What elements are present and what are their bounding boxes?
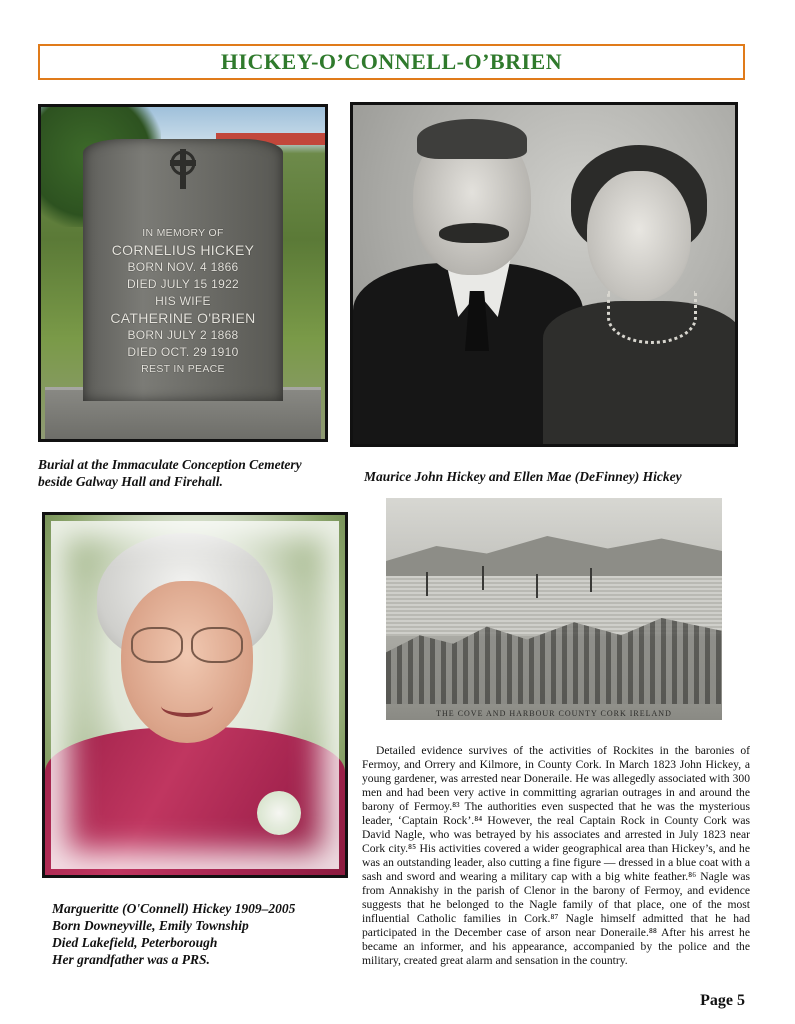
hills bbox=[386, 526, 722, 576]
ship-mast bbox=[590, 568, 592, 592]
page-title-box bbox=[38, 44, 745, 80]
gravestone bbox=[83, 139, 283, 401]
ship-mast bbox=[536, 574, 538, 598]
inscription-line: DIED OCT. 29 1910 bbox=[127, 345, 239, 359]
necklace bbox=[607, 291, 697, 344]
ship-mast bbox=[482, 566, 484, 590]
couple-portrait-photo bbox=[350, 102, 738, 447]
inscription-line: BORN JULY 2 1868 bbox=[127, 328, 239, 342]
caption-line: Died Lakefield, Peterborough bbox=[52, 935, 218, 950]
inscription-line: CATHERINE O'BRIEN bbox=[110, 310, 256, 326]
inscription-line: CORNELIUS HICKEY bbox=[111, 242, 255, 258]
inscription-line: HIS WIFE bbox=[155, 294, 211, 308]
couple-caption: Maurice John Hickey and Ellen Mae (DeFinney) Hickey bbox=[364, 469, 682, 484]
caption-line: Burial at the Immaculate Conception Cemetery bbox=[38, 457, 302, 472]
caption-line: beside Galway Hall and Firehall. bbox=[38, 474, 223, 489]
vignette-frame bbox=[51, 521, 339, 869]
gravestone-caption bbox=[38, 456, 348, 490]
body-paragraph: Detailed evidence survives of the activities of Rockites in the baronies of Fermoy, and Orrery and Kilmore, in County Cork. In March 1823 John Hickey, a young gardener, was arrested near Doneraile. He was allegedly associated with 300 men and had been very active in committing agrarian outrages in and around the barony of Fermoy.⁸³ The authorities even suspected that he was the mysterious leader, ‘Captain Rock’.⁸⁴ However, the real Captain Rock in County Cork was David Nagle, who was betrayed by his associates and arrested in July 1823 near Cork city.⁸⁵ His activities covered a wider geographical area than Hickey’s, and he was an outstanding leader, also cutting a fine figure — dressed in a blue coat with a sash and sword and wearing a military cap with a big white feather.⁸⁶ Nagle was from Annakishy in the parish of Clenor in the barony of Fermoy, and evidence suggests that he belonged to the Nagle family of that place, one of the most influential Catholic families in Cork.⁸⁷ Nagle himself admitted that he had participated in the December case of arson near Doneraile.⁸⁸ After his arrest he became an informer, and his appearance, accompanied by the police and the military, created great alarm and sensation in the country. bbox=[362, 744, 750, 967]
caption-line: Born Downeyville, Emily Township bbox=[52, 918, 249, 933]
gravestone-inscription bbox=[83, 225, 283, 378]
ship-mast bbox=[426, 572, 428, 596]
caption-line: Her grandfather was a PRS. bbox=[52, 952, 210, 967]
caption-line: Margueritte (O'Connell) Hickey 1909–2005 bbox=[52, 901, 296, 916]
inscription-line: REST IN PEACE bbox=[141, 363, 225, 375]
engraving-caption: THE COVE AND HARBOUR COUNTY CORK IRELAND bbox=[436, 709, 672, 718]
gravestone-photo bbox=[38, 104, 328, 442]
celtic-cross-icon bbox=[165, 147, 201, 191]
page-number: Page 5 bbox=[700, 992, 745, 1009]
mustache bbox=[439, 223, 509, 243]
inscription-line: DIED JULY 15 1922 bbox=[126, 277, 240, 291]
inscription-line: IN MEMORY OF bbox=[142, 227, 224, 239]
cove-harbour-engraving bbox=[386, 498, 722, 720]
page-title: HICKEY-O’CONNELL-O’BRIEN bbox=[220, 49, 563, 74]
woman-face bbox=[587, 171, 691, 301]
marguerite-portrait-photo bbox=[42, 512, 348, 878]
marguerite-caption bbox=[52, 900, 352, 968]
man-hair bbox=[417, 119, 527, 159]
inscription-line: BORN NOV. 4 1866 bbox=[127, 260, 239, 274]
